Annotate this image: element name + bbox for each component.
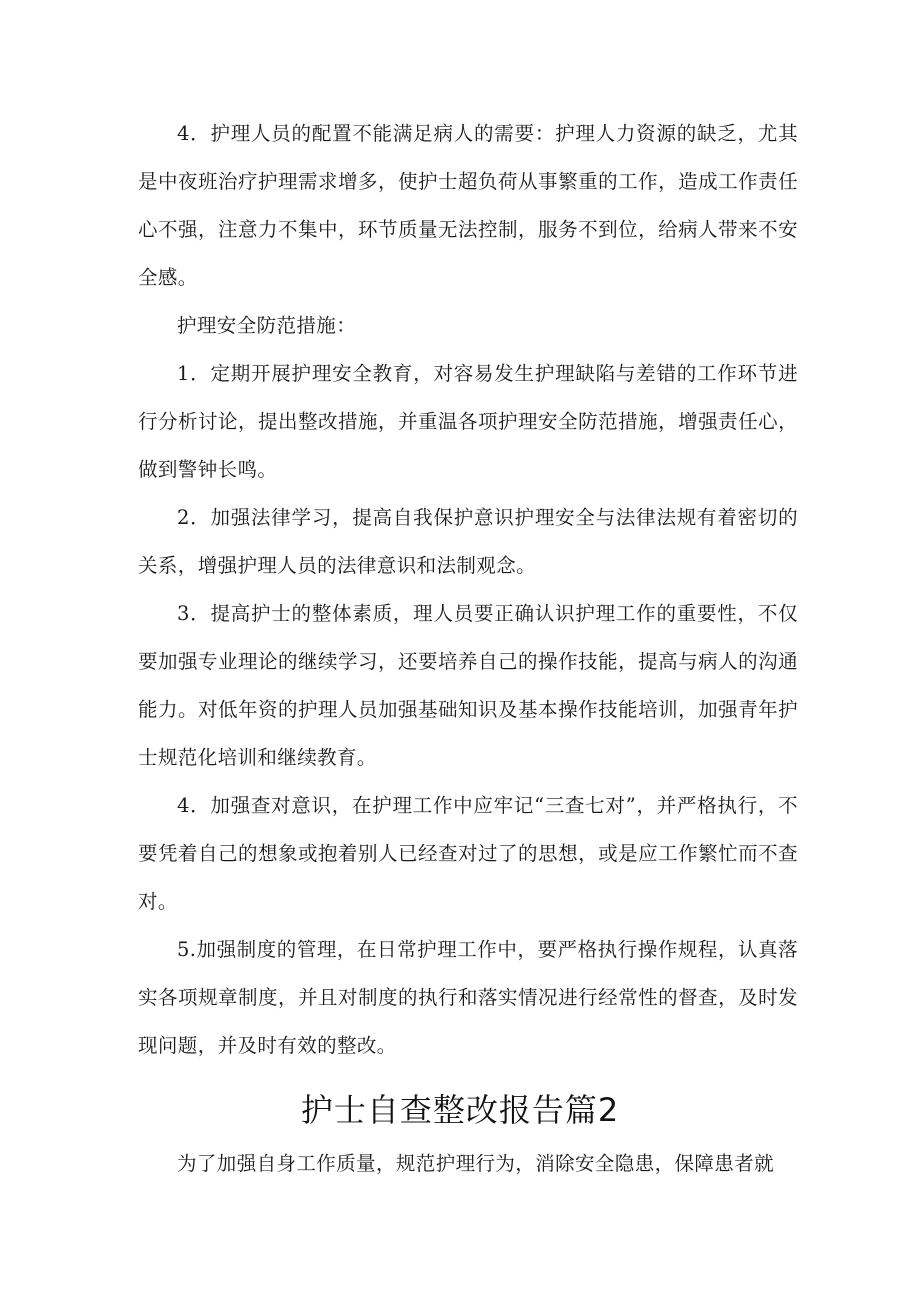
paragraph-measure-3: 3．提高护士的整体素质，理人员要正确认识护理工作的重要性，不仅要加强专业理论的继续学习，还要培养自己的操作技能，提高与病人的沟通能力。对低年资的护理人员加强基础知识及基本操作技能培训，加强青年护士规范化培训和继续教育。 (138, 602, 798, 769)
paragraph-measure-4: 4．加强查对意识，在护理工作中应牢记“三查七对”，并严格执行，不要凭着自己的想象或抱着别人已经查对过了的思想，或是应工作繁忙而不查对。 (138, 794, 798, 913)
paragraph-safety-measures-title: 护理安全防范措施： (177, 314, 357, 337)
paragraph-measure-1: 1．定期开展护理安全教育，对容易发生护理缺陷与差错的工作环节进行分析讨论，提出整改措施，并重温各项护理安全防范措施，增强责任心，做到警钟长鸣。 (138, 362, 798, 481)
paragraph-measure-5: 5.加强制度的管理，在日常护理工作中，要严格执行操作规程，认真落实各项规章制度，并且对制度的执行和落实情况进行经常性的督查，及时发现问题，并及时有效的整改。 (138, 938, 798, 1057)
section-heading: 护士自查整改报告篇2 (300, 1091, 620, 1129)
paragraph-measure-2: 2．加强法律学习，提高自我保护意识护理安全与法律法规有着密切的关系，增强护理人员的法律意识和法制观念。 (138, 506, 798, 577)
paragraph-staffing-issue: 4．护理人员的配置不能满足病人的需要：护理人力资源的缺乏，尤其是中夜班治疗护理需求增多，使护士超负荷从事繁重的工作，造成工作责任心不强，注意力不集中，环节质量无法控制，服务不到位，给病人带来不安全感。 (138, 122, 798, 289)
paragraph-intro: 为了加强自身工作质量，规范护理行为，消除安全隐患，保障患者就 (177, 1152, 775, 1175)
